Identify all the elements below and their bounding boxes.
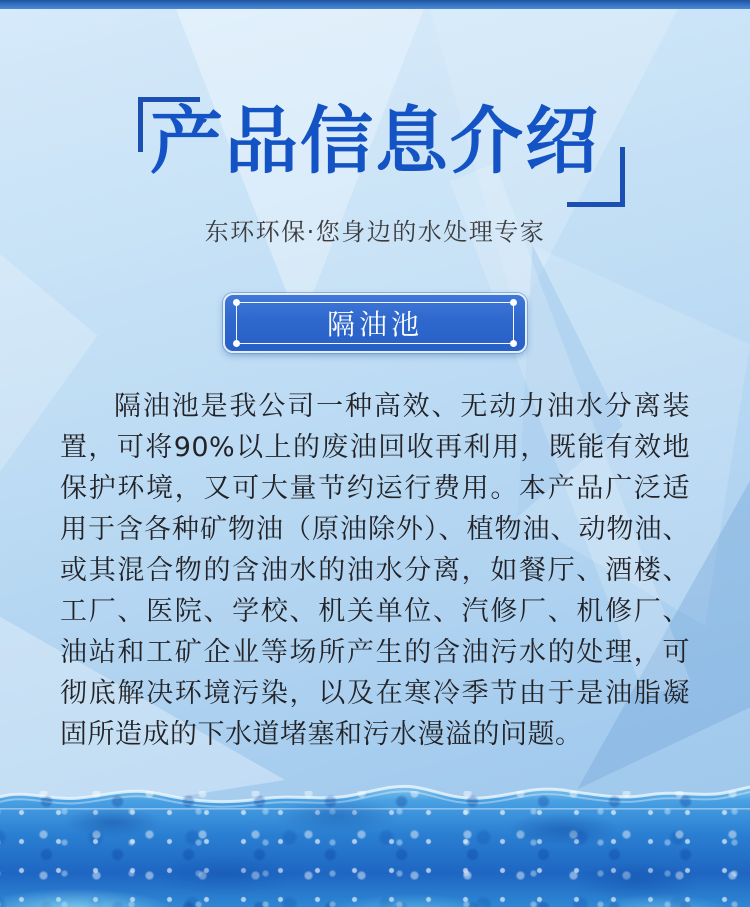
section-banner [223, 293, 527, 353]
top-water-strip [0, 0, 750, 9]
section-banner-label: 隔油池 [326, 308, 423, 341]
section-banner-frame [236, 302, 514, 344]
banner-corner-dot-icon [510, 340, 517, 347]
banner-corner-dot-icon [233, 299, 240, 306]
banner-corner-dot-icon [233, 340, 240, 347]
page-subtitle: 东环环保·您身边的水处理专家 [204, 218, 546, 246]
banner-corner-dot-icon [510, 299, 517, 306]
water-image [0, 777, 750, 907]
product-description: 隔油池是我公司一种高效、无动力油水分离装置，可将90%以上的废油回收再利用，既能有效地保护环境，又可大量节约运行费用。本产品广泛适用于含各种矿物油（原油除外）、植物油、动物油、或其混合物的含油水的油水分离，如餐厅、酒楼、工厂、医院、学校、机关单位、汽修厂、机修厂、油站和工矿企业等场所产生的含油污水的处理，可彻底解决环境污染，以及在寒冷季节由于是油脂凝固所造成的下水道堵塞和污水漫溢的问题。 [60, 391, 690, 750]
water-shading [0, 777, 750, 907]
page-title: 产品信息介绍 [150, 99, 600, 184]
